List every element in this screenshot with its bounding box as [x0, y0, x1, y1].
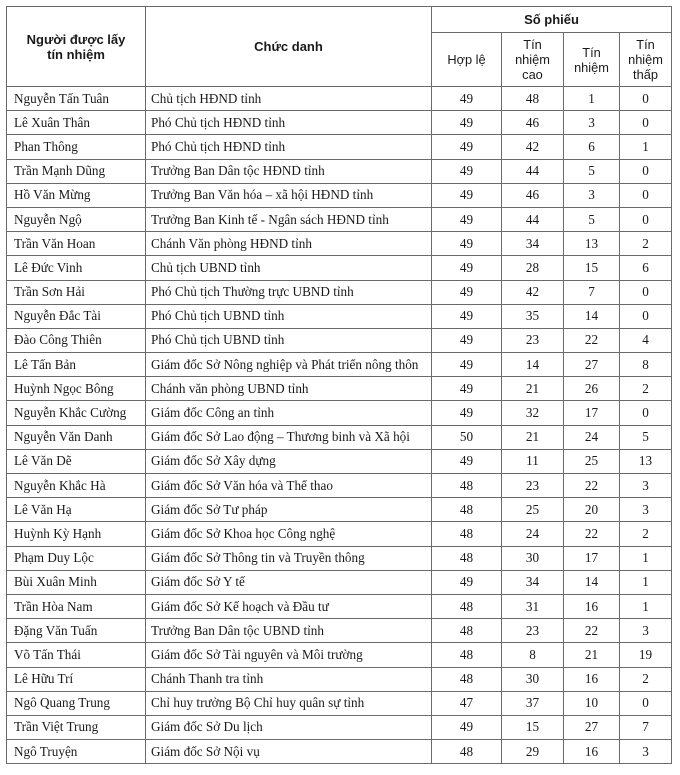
cell-medium: 13: [564, 232, 620, 256]
cell-low: 1: [620, 594, 672, 618]
cell-high: 25: [502, 498, 564, 522]
cell-title: Phó Chủ tịch UBND tỉnh: [146, 304, 432, 328]
cell-medium: 16: [564, 740, 620, 764]
cell-valid: 48: [432, 643, 502, 667]
cell-high: 21: [502, 425, 564, 449]
cell-medium: 16: [564, 594, 620, 618]
cell-medium: 22: [564, 619, 620, 643]
cell-valid: 49: [432, 328, 502, 352]
header-valid: Hợp lệ: [432, 33, 502, 87]
cell-valid: 49: [432, 135, 502, 159]
cell-medium: 26: [564, 377, 620, 401]
cell-medium: 3: [564, 111, 620, 135]
cell-title: Giám đốc Sở Văn hóa và Thể thao: [146, 474, 432, 498]
cell-name: Hồ Văn Mừng: [7, 183, 146, 207]
header-name: Người được lấy tín nhiệm: [7, 7, 146, 87]
cell-low: 3: [620, 498, 672, 522]
cell-low: 0: [620, 111, 672, 135]
cell-low: 0: [620, 207, 672, 231]
cell-name: Lê Hữu Trí: [7, 667, 146, 691]
cell-high: 44: [502, 159, 564, 183]
cell-name: Trần Văn Hoan: [7, 232, 146, 256]
header-high: Tín nhiệm cao: [502, 33, 564, 87]
cell-low: 0: [620, 280, 672, 304]
cell-name: Huỳnh Kỳ Hạnh: [7, 522, 146, 546]
table-row: [7, 740, 672, 764]
table-row: [7, 474, 672, 498]
cell-high: 34: [502, 232, 564, 256]
cell-medium: 6: [564, 135, 620, 159]
header-title: Chức danh: [146, 7, 432, 87]
table-row: [7, 353, 672, 377]
table-row: [7, 691, 672, 715]
table-row: [7, 594, 672, 618]
header-low: Tín nhiệm thấp: [620, 33, 672, 87]
cell-valid: 48: [432, 594, 502, 618]
cell-title: Trưởng Ban Dân tộc UBND tỉnh: [146, 619, 432, 643]
table-row: [7, 498, 672, 522]
cell-title: Giám đốc Sở Y tế: [146, 570, 432, 594]
cell-high: 15: [502, 715, 564, 739]
cell-medium: 17: [564, 401, 620, 425]
cell-name: Nguyễn Ngộ: [7, 207, 146, 231]
vote-confidence-table: [6, 6, 672, 764]
cell-medium: 5: [564, 159, 620, 183]
cell-low: 2: [620, 232, 672, 256]
table-row: [7, 377, 672, 401]
cell-valid: 48: [432, 546, 502, 570]
table-row: [7, 401, 672, 425]
cell-low: 3: [620, 740, 672, 764]
cell-title: Giám đốc Sở Tư pháp: [146, 498, 432, 522]
cell-high: 14: [502, 353, 564, 377]
cell-high: 42: [502, 280, 564, 304]
cell-low: 0: [620, 159, 672, 183]
cell-low: 0: [620, 401, 672, 425]
cell-low: 2: [620, 667, 672, 691]
cell-valid: 48: [432, 740, 502, 764]
cell-name: Ngô Quang Trung: [7, 691, 146, 715]
cell-name: Nguyễn Khắc Cường: [7, 401, 146, 425]
cell-name: Lê Xuân Thân: [7, 111, 146, 135]
cell-high: 31: [502, 594, 564, 618]
cell-high: 23: [502, 474, 564, 498]
cell-name: Phạm Duy Lộc: [7, 546, 146, 570]
cell-valid: 49: [432, 207, 502, 231]
cell-medium: 25: [564, 449, 620, 473]
cell-medium: 1: [564, 87, 620, 111]
cell-name: Lê Đức Vinh: [7, 256, 146, 280]
cell-valid: 49: [432, 304, 502, 328]
cell-name: Đào Công Thiên: [7, 328, 146, 352]
table-row: [7, 449, 672, 473]
cell-title: Phó Chủ tịch UBND tỉnh: [146, 328, 432, 352]
cell-title: Trưởng Ban Dân tộc HĐND tỉnh: [146, 159, 432, 183]
table-row: [7, 425, 672, 449]
cell-high: 11: [502, 449, 564, 473]
cell-high: 28: [502, 256, 564, 280]
cell-valid: 49: [432, 87, 502, 111]
table-row: [7, 207, 672, 231]
table-row: [7, 135, 672, 159]
cell-high: 44: [502, 207, 564, 231]
cell-high: 23: [502, 619, 564, 643]
cell-name: Bùi Xuân Minh: [7, 570, 146, 594]
cell-high: 34: [502, 570, 564, 594]
table-row: [7, 667, 672, 691]
table-row: [7, 280, 672, 304]
cell-name: Lê Văn Hạ: [7, 498, 146, 522]
cell-high: 48: [502, 87, 564, 111]
cell-name: Lê Văn Dẽ: [7, 449, 146, 473]
cell-low: 3: [620, 474, 672, 498]
table-row: [7, 643, 672, 667]
cell-medium: 22: [564, 522, 620, 546]
cell-title: Chánh Văn phòng HĐND tỉnh: [146, 232, 432, 256]
cell-medium: 24: [564, 425, 620, 449]
header-medium: Tín nhiệm: [564, 33, 620, 87]
cell-valid: 48: [432, 667, 502, 691]
cell-valid: 48: [432, 498, 502, 522]
cell-valid: 49: [432, 401, 502, 425]
table-row: [7, 522, 672, 546]
cell-name: Nguyễn Văn Danh: [7, 425, 146, 449]
cell-title: Phó Chủ tịch HĐND tỉnh: [146, 135, 432, 159]
cell-high: 32: [502, 401, 564, 425]
cell-name: Phan Thông: [7, 135, 146, 159]
cell-title: Trưởng Ban Văn hóa – xã hội HĐND tỉnh: [146, 183, 432, 207]
cell-high: 46: [502, 183, 564, 207]
cell-valid: 49: [432, 280, 502, 304]
cell-medium: 15: [564, 256, 620, 280]
cell-valid: 49: [432, 715, 502, 739]
cell-title: Chủ tịch UBND tỉnh: [146, 256, 432, 280]
cell-name: Trần Việt Trung: [7, 715, 146, 739]
table-row: [7, 328, 672, 352]
cell-high: 21: [502, 377, 564, 401]
table-row: [7, 232, 672, 256]
cell-high: 29: [502, 740, 564, 764]
cell-title: Giám đốc Sở Khoa học Công nghệ: [146, 522, 432, 546]
cell-name: Trần Hòa Nam: [7, 594, 146, 618]
cell-high: 46: [502, 111, 564, 135]
cell-valid: 49: [432, 449, 502, 473]
cell-title: Giám đốc Sở Tài nguyên và Môi trường: [146, 643, 432, 667]
cell-medium: 7: [564, 280, 620, 304]
table-body: [7, 87, 672, 764]
cell-title: Trưởng Ban Kinh tế - Ngân sách HĐND tỉnh: [146, 207, 432, 231]
cell-low: 19: [620, 643, 672, 667]
cell-valid: 49: [432, 232, 502, 256]
cell-high: 37: [502, 691, 564, 715]
table-row: [7, 111, 672, 135]
cell-title: Giám đốc Sở Thông tin và Truyền thông: [146, 546, 432, 570]
cell-title: Chánh văn phòng UBND tỉnh: [146, 377, 432, 401]
cell-high: 30: [502, 667, 564, 691]
header-row-top: [7, 7, 672, 33]
cell-title: Giám đốc Công an tỉnh: [146, 401, 432, 425]
cell-name: Ngô Truyện: [7, 740, 146, 764]
cell-name: Đặng Văn Tuấn: [7, 619, 146, 643]
cell-low: 0: [620, 691, 672, 715]
cell-medium: 3: [564, 183, 620, 207]
cell-valid: 50: [432, 425, 502, 449]
cell-low: 6: [620, 256, 672, 280]
cell-medium: 21: [564, 643, 620, 667]
cell-low: 0: [620, 304, 672, 328]
table-row: [7, 304, 672, 328]
cell-medium: 27: [564, 353, 620, 377]
cell-valid: 49: [432, 377, 502, 401]
cell-medium: 20: [564, 498, 620, 522]
cell-low: 1: [620, 570, 672, 594]
cell-title: Chủ tịch HĐND tỉnh: [146, 87, 432, 111]
cell-valid: 48: [432, 522, 502, 546]
cell-low: 1: [620, 135, 672, 159]
cell-low: 4: [620, 328, 672, 352]
cell-name: Huỳnh Ngọc Bông: [7, 377, 146, 401]
cell-valid: 48: [432, 474, 502, 498]
cell-low: 8: [620, 353, 672, 377]
cell-valid: 49: [432, 111, 502, 135]
cell-medium: 17: [564, 546, 620, 570]
table-row: [7, 715, 672, 739]
cell-low: 3: [620, 619, 672, 643]
cell-low: 0: [620, 87, 672, 111]
cell-title: Phó Chủ tịch Thường trực UBND tỉnh: [146, 280, 432, 304]
cell-low: 13: [620, 449, 672, 473]
cell-medium: 14: [564, 570, 620, 594]
cell-low: 2: [620, 522, 672, 546]
cell-medium: 14: [564, 304, 620, 328]
cell-high: 24: [502, 522, 564, 546]
cell-medium: 16: [564, 667, 620, 691]
cell-title: Giám đốc Sở Lao động – Thương binh và Xã hội: [146, 425, 432, 449]
cell-high: 42: [502, 135, 564, 159]
cell-medium: 27: [564, 715, 620, 739]
cell-name: Võ Tấn Thái: [7, 643, 146, 667]
cell-low: 7: [620, 715, 672, 739]
cell-title: Giám đốc Sở Xây dựng: [146, 449, 432, 473]
cell-title: Chánh Thanh tra tỉnh: [146, 667, 432, 691]
cell-valid: 49: [432, 570, 502, 594]
cell-valid: 47: [432, 691, 502, 715]
cell-name: Trần Sơn Hải: [7, 280, 146, 304]
cell-high: 8: [502, 643, 564, 667]
cell-medium: 22: [564, 474, 620, 498]
cell-valid: 49: [432, 183, 502, 207]
cell-high: 30: [502, 546, 564, 570]
cell-low: 0: [620, 183, 672, 207]
cell-name: Trần Mạnh Dũng: [7, 159, 146, 183]
cell-name: Lê Tấn Bản: [7, 353, 146, 377]
cell-valid: 48: [432, 619, 502, 643]
table-row: [7, 570, 672, 594]
cell-title: Giám đốc Sở Nông nghiệp và Phát triển nông thôn: [146, 353, 432, 377]
table-row: [7, 619, 672, 643]
cell-name: Nguyễn Tấn Tuân: [7, 87, 146, 111]
cell-high: 35: [502, 304, 564, 328]
cell-medium: 22: [564, 328, 620, 352]
cell-title: Phó Chủ tịch HĐND tỉnh: [146, 111, 432, 135]
cell-name: Nguyễn Khắc Hà: [7, 474, 146, 498]
cell-low: 5: [620, 425, 672, 449]
cell-title: Giám đốc Sở Du lịch: [146, 715, 432, 739]
cell-low: 2: [620, 377, 672, 401]
cell-medium: 10: [564, 691, 620, 715]
cell-valid: 49: [432, 353, 502, 377]
cell-medium: 5: [564, 207, 620, 231]
cell-title: Giám đốc Sở Kế hoạch và Đầu tư: [146, 594, 432, 618]
table-row: [7, 87, 672, 111]
table-row: [7, 256, 672, 280]
cell-valid: 49: [432, 256, 502, 280]
cell-low: 1: [620, 546, 672, 570]
table-row: [7, 159, 672, 183]
table-row: [7, 183, 672, 207]
table-row: [7, 546, 672, 570]
cell-valid: 49: [432, 159, 502, 183]
cell-title: Giám đốc Sở Nội vụ: [146, 740, 432, 764]
cell-high: 23: [502, 328, 564, 352]
header-votes-group: Số phiếu: [432, 7, 672, 33]
cell-name: Nguyễn Đắc Tài: [7, 304, 146, 328]
cell-title: Chỉ huy trưởng Bộ Chỉ huy quân sự tỉnh: [146, 691, 432, 715]
